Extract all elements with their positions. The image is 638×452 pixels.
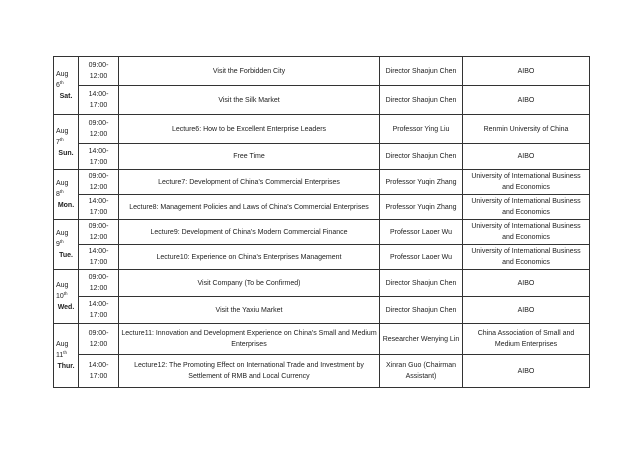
time-cell: 09:00-12:00 xyxy=(79,324,119,355)
date-label: Aug 9 xyxy=(56,230,69,248)
speaker-cell: Director Shaojun Chen xyxy=(380,270,463,297)
activity-cell: Lecture6: How to be Excellent Enterprise Leaders xyxy=(119,115,380,144)
activity-cell: Lecture9: Development of China's Modern Commercial Finance xyxy=(119,220,380,245)
table-row xyxy=(54,245,590,270)
time-cell: 09:00-12:00 xyxy=(79,115,119,144)
activity-cell: Free Time xyxy=(119,144,380,170)
day-cell xyxy=(54,324,79,388)
date-label: Aug 7 xyxy=(56,127,69,146)
table-row xyxy=(54,170,590,195)
speaker-cell: Professor Yuqin Zhang xyxy=(380,195,463,220)
date-suffix: th xyxy=(59,189,64,194)
time-cell: 09:00-12:00 xyxy=(79,57,119,86)
activity-cell: Lecture12: The Promoting Effect on International Trade and Investment by Settlement of RMB and Local Currency xyxy=(119,355,380,388)
date-suffix: th xyxy=(63,291,68,296)
time-cell: 14:00-17:00 xyxy=(79,355,119,388)
organizer-cell: AIBO xyxy=(463,270,590,297)
speaker-cell: Researcher Wenying Lin xyxy=(380,324,463,355)
organizer-cell: AIBO xyxy=(463,86,590,115)
time-cell: 14:00-17:00 xyxy=(79,245,119,270)
date-suffix: th xyxy=(59,136,64,142)
day-cell xyxy=(54,220,79,270)
date-label: Aug 6 xyxy=(56,71,69,89)
speaker-cell: Professor Laoer Wu xyxy=(380,245,463,270)
activity-cell: Visit the Yaxiu Market xyxy=(119,297,380,324)
activity-cell: Visit the Silk Market xyxy=(119,86,380,115)
table-row xyxy=(54,115,590,144)
table-row xyxy=(54,324,590,355)
table-row xyxy=(54,57,590,86)
organizer-cell: University of International Business and Economics xyxy=(463,220,590,245)
organizer-cell: China Association of Small and Medium Enterprises xyxy=(463,324,590,355)
speaker-cell: Xinran Guo (Chairman Assistant) xyxy=(380,355,463,388)
weekday-label: Sat. xyxy=(59,93,73,100)
activity-cell: Lecture10: Experience on China's Enterprises Management xyxy=(119,245,380,270)
activity-cell: Visit Company (To be Confirmed) xyxy=(119,270,380,297)
speaker-cell: Director Shaojun Chen xyxy=(380,144,463,170)
schedule-table xyxy=(53,56,590,388)
organizer-cell: University of International Business and Economics xyxy=(463,195,590,220)
speaker-cell: Professor Ying Liu xyxy=(380,115,463,144)
time-cell: 14:00-17:00 xyxy=(79,297,119,324)
organizer-cell: University of International Business and Economics xyxy=(463,170,590,195)
activity-cell: Lecture8: Management Policies and Laws of China's Commercial Enterprises xyxy=(119,195,380,220)
weekday-label: Sun. xyxy=(58,149,74,157)
speaker-cell: Professor Laoer Wu xyxy=(380,220,463,245)
time-cell: 09:00-12:00 xyxy=(79,270,119,297)
weekday-label: Mon. xyxy=(57,202,75,209)
day-cell xyxy=(54,115,79,170)
activity-cell: Visit the Forbidden City xyxy=(119,57,380,86)
weekday-label: Thur. xyxy=(57,363,75,370)
date-label: Aug 11 xyxy=(56,341,69,359)
speaker-cell: Director Shaojun Chen xyxy=(380,297,463,324)
organizer-cell: AIBO xyxy=(463,297,590,324)
table-row xyxy=(54,297,590,324)
time-cell: 14:00-17:00 xyxy=(79,144,119,170)
table-row xyxy=(54,270,590,297)
organizer-cell: AIBO xyxy=(463,144,590,170)
day-cell xyxy=(54,270,79,324)
day-cell xyxy=(54,170,79,220)
speaker-cell: Director Shaojun Chen xyxy=(380,57,463,86)
day-cell xyxy=(54,57,79,115)
organizer-cell: AIBO xyxy=(463,355,590,388)
table-row xyxy=(54,86,590,115)
table-row xyxy=(54,195,590,220)
activity-cell: Lecture7: Development of China's Commercial Enterprises xyxy=(119,170,380,195)
speaker-cell: Professor Yuqin Zhang xyxy=(380,170,463,195)
date-suffix: th xyxy=(59,80,64,85)
date-label: Aug 10 xyxy=(56,282,69,300)
table-row xyxy=(54,220,590,245)
organizer-cell: University of International Business and Economics xyxy=(463,245,590,270)
weekday-label: Wed. xyxy=(57,304,75,311)
time-cell: 09:00-12:00 xyxy=(79,170,119,195)
time-cell: 09:00-12:00 xyxy=(79,220,119,245)
speaker-cell: Director Shaojun Chen xyxy=(380,86,463,115)
organizer-cell: Renmin University of China xyxy=(463,115,590,144)
table-row xyxy=(54,144,590,170)
date-suffix: th xyxy=(63,350,68,355)
date-suffix: th xyxy=(59,239,64,244)
organizer-cell: AIBO xyxy=(463,57,590,86)
time-cell: 14:00-17:00 xyxy=(79,195,119,220)
activity-cell: Lecture11: Innovation and Development Experience on China's Small and Medium Enterprises xyxy=(119,324,380,355)
table-row xyxy=(54,355,590,388)
weekday-label: Tue. xyxy=(59,252,73,259)
date-label: Aug 8 xyxy=(56,180,69,198)
time-cell: 14:00-17:00 xyxy=(79,86,119,115)
